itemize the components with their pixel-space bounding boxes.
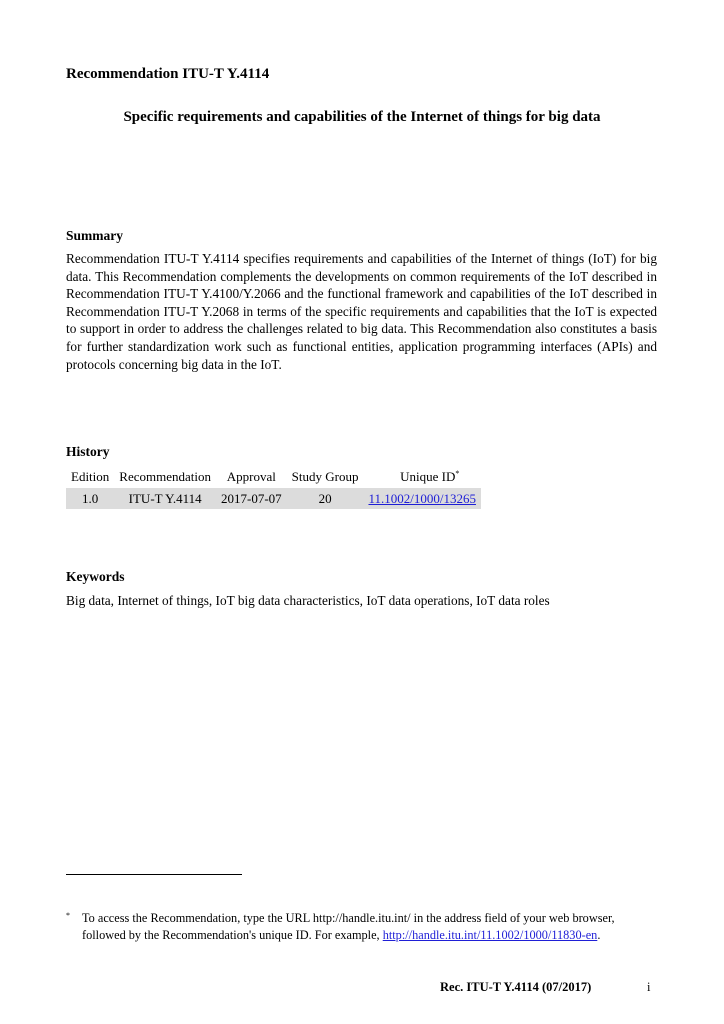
cell-approval: 2017-07-07: [216, 488, 287, 509]
footnote-body: [82, 910, 657, 944]
footnote-separator: [66, 874, 242, 875]
keywords-text: Big data, Internet of things, IoT big data characteristics, IoT data operations, IoT data roles: [66, 593, 550, 608]
table-row: [66, 488, 481, 509]
page-title: Specific requirements and capabilities of the Internet of things for big data: [123, 109, 601, 125]
col-edition: Edition: [71, 469, 110, 484]
cell-edition: 1.0: [66, 488, 114, 509]
history-table: [66, 466, 481, 509]
summary-heading: Summary: [66, 228, 123, 243]
history-heading: History: [66, 444, 110, 459]
summary-paragraph: Recommendation ITU-T Y.4114 specifies requirements and capabilities of the Internet of things (IoT) for big data. This Recommendation complements the developments on common requirements of the IoT described in Recommendation ITU-T Y.4100/Y.2066 and the functional framework and capabilities of the IoT described in Recommendation ITU-T Y.2068 in terms of the specific requirements and capabilities that the IoT is expected to support in order to address the challenges related to big data. This Recommendation also constitutes a basis for further standardization work such as functional entities, application programming interfaces (APIs) and protocols concerning big data in the IoT.: [66, 251, 657, 372]
cell-unique-id: [363, 488, 481, 509]
page-number: i: [647, 980, 651, 994]
col-approval: Approval: [226, 469, 276, 484]
unique-id-link[interactable]: 11.1002/1000/13265: [368, 490, 476, 506]
unique-id-footnote-marker: *: [455, 469, 460, 478]
col-unique-id: [363, 466, 481, 488]
footnote-text: To access the Recommendation, type the URL http://handle.itu.int/ in the address field of your web browser, followed by the Recommendation's unique ID. For example,: [82, 911, 615, 942]
col-unique-id-label: Unique ID: [400, 469, 456, 484]
cell-recommendation: ITU-T Y.4114: [114, 488, 216, 509]
cell-study-group: 20: [287, 488, 364, 509]
footnote-end: .: [597, 928, 601, 942]
footnote-marker: *: [66, 911, 70, 920]
footer-label: Rec. ITU-T Y.4114 (07/2017): [440, 980, 592, 994]
footnote-example-link[interactable]: http://handle.itu.int/11.1002/1000/11830-en: [382, 928, 598, 942]
recommendation-label: Recommendation ITU-T Y.4114: [66, 66, 270, 82]
keywords-heading: Keywords: [66, 569, 125, 584]
col-recommendation: Recommendation: [119, 469, 211, 484]
footnote: [66, 910, 657, 944]
col-study-group: Study Group: [291, 469, 359, 484]
history-table-header: [66, 466, 481, 488]
